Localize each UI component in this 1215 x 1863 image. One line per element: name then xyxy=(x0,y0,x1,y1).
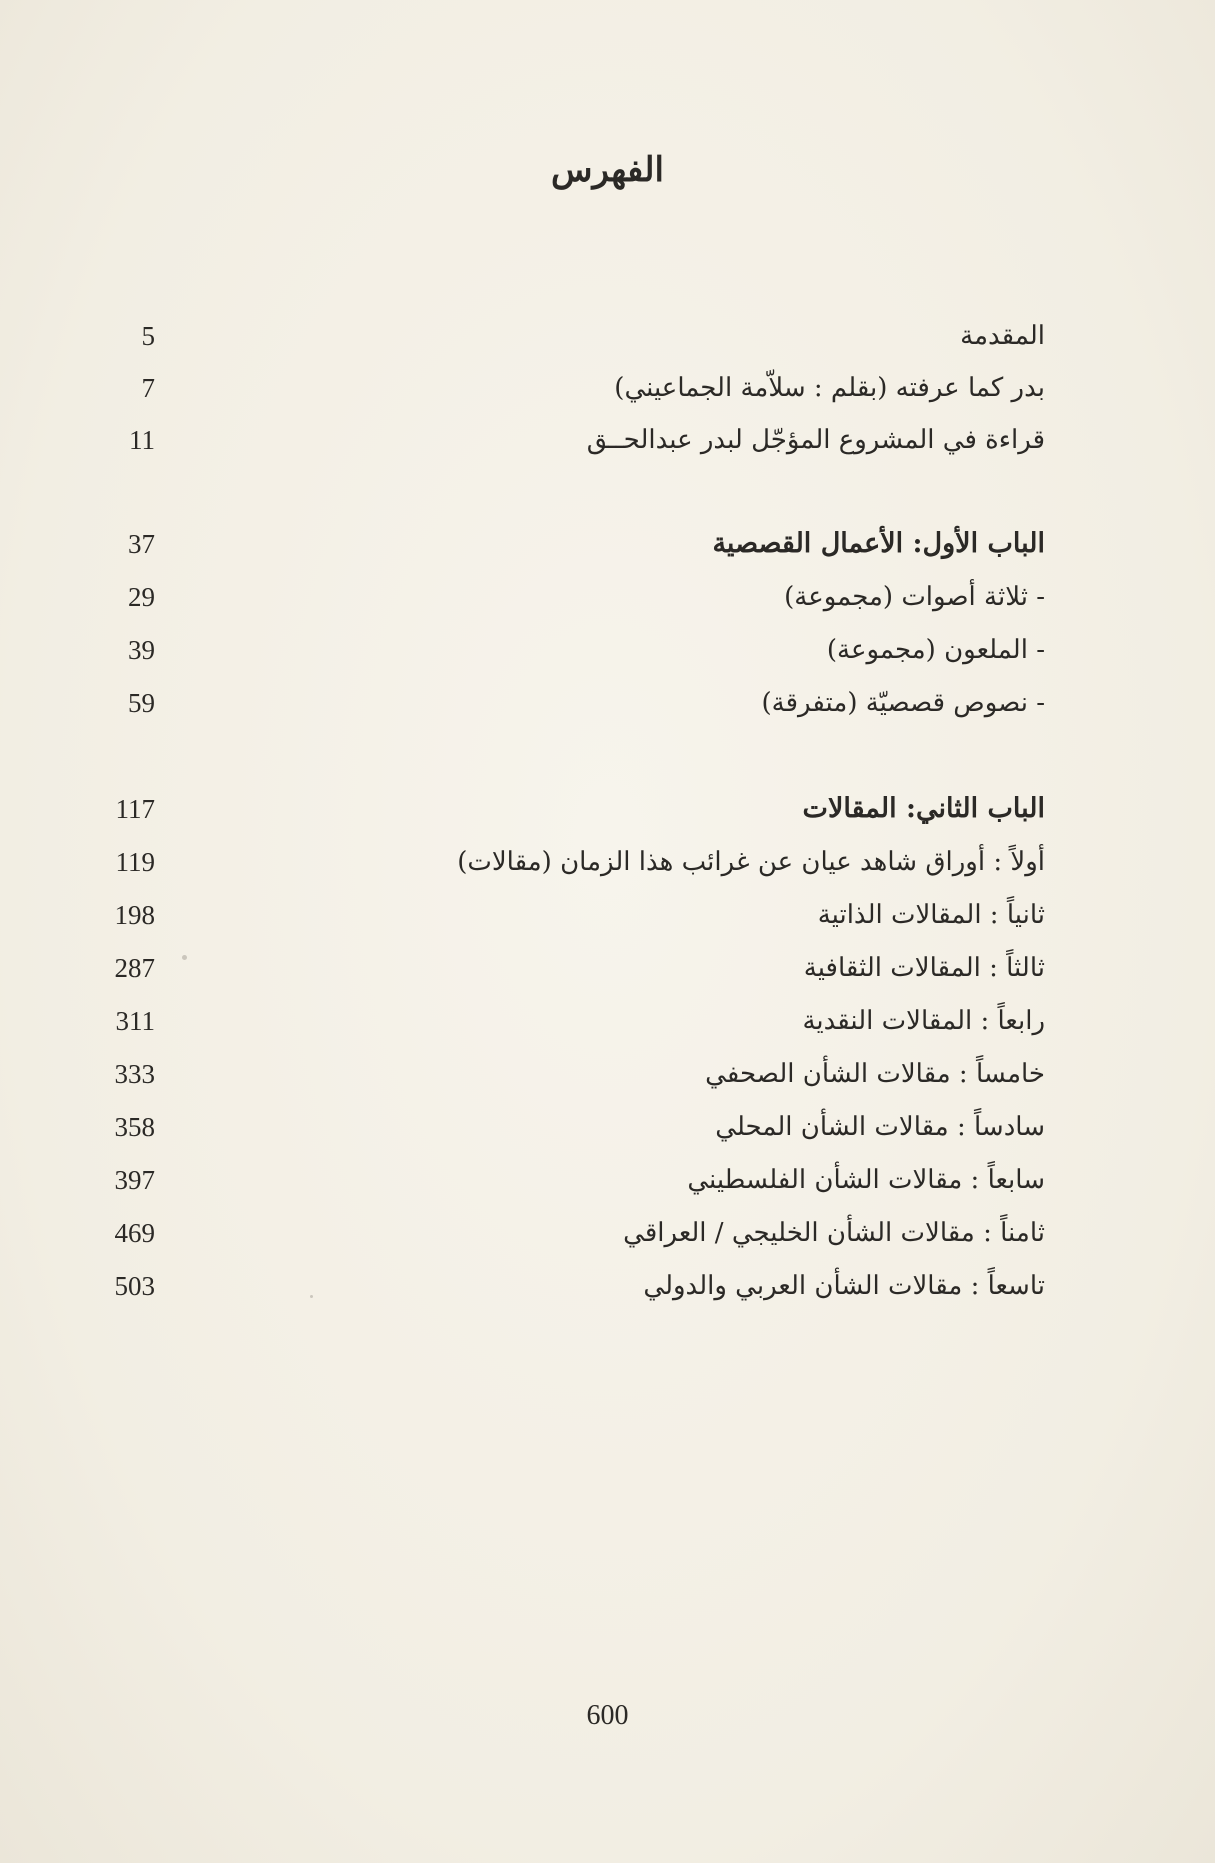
toc-entry-label: ثامناً : مقالات الشأن الخليجي / العراقي xyxy=(623,1218,1045,1248)
toc-entry-label: بدر كما عرفته (بقلم : سلاّمة الجماعيني) xyxy=(614,373,1045,403)
toc-page-number: 333 xyxy=(114,1059,155,1089)
toc-page-number: 119 xyxy=(115,847,155,877)
toc-page-number: 469 xyxy=(114,1218,155,1248)
toc-entry-label: سابعاً : مقالات الشأن الفلسطيني xyxy=(687,1165,1045,1195)
toc-page-number: 11 xyxy=(129,425,155,455)
toc-entry xyxy=(95,995,1095,1047)
toc-entry-label: المقدمة xyxy=(960,321,1045,351)
toc-entry xyxy=(95,836,1095,888)
toc-page-number: 358 xyxy=(114,1112,155,1142)
toc-entry-label: ثانياً : المقالات الذاتية xyxy=(817,900,1045,930)
toc-entry xyxy=(95,1101,1095,1153)
toc-entry xyxy=(95,310,1095,362)
toc-page-number: 503 xyxy=(114,1271,155,1301)
toc-entry xyxy=(95,889,1095,941)
toc-section-heading xyxy=(95,783,1095,835)
toc-page-number: 29 xyxy=(128,582,155,612)
toc-entry-label: سادساً : مقالات الشأن المحلي xyxy=(715,1112,1045,1142)
toc-entry xyxy=(95,1048,1095,1100)
toc-page-number: 39 xyxy=(128,635,155,665)
toc-page-number: 198 xyxy=(114,900,155,930)
toc-page-number: 5 xyxy=(141,321,155,351)
toc-page-number: 397 xyxy=(114,1165,155,1195)
toc-entry-label: ثالثاً : المقالات الثقافية xyxy=(803,953,1045,983)
toc-entry xyxy=(95,942,1095,994)
toc-page-number: 117 xyxy=(115,794,155,824)
toc-entry xyxy=(95,1154,1095,1206)
toc-entry-label: رابعاً : المقالات النقدية xyxy=(802,1006,1045,1036)
toc-page-number: 311 xyxy=(115,1006,155,1036)
toc-heading-label: الباب الثاني: المقالات xyxy=(802,793,1045,824)
page-title: الفهرس xyxy=(551,150,664,190)
paper-speck xyxy=(310,1295,313,1298)
toc-entry xyxy=(95,624,1095,676)
toc-entry-label: - ثلاثة أصوات (مجموعة) xyxy=(784,582,1045,612)
toc-page-number: 287 xyxy=(114,953,155,983)
toc-section-heading xyxy=(95,518,1095,570)
paper-speck xyxy=(182,955,187,960)
toc-entry-label: خامساً : مقالات الشأن الصحفي xyxy=(705,1059,1045,1089)
toc-page-number: 59 xyxy=(128,688,155,718)
toc-entry xyxy=(95,1260,1095,1312)
toc-entry-label: أولاً : أوراق شاهد عيان عن غرائب هذا الزمان (مقالات) xyxy=(457,847,1045,877)
page-number: 600 xyxy=(586,1700,629,1731)
toc-entry-label: - نصوص قصصيّة (متفرقة) xyxy=(761,688,1045,718)
toc-heading-label: الباب الأول: الأعمال القصصية xyxy=(712,528,1045,559)
toc-entry xyxy=(95,1207,1095,1259)
toc-page-number: 37 xyxy=(128,529,155,559)
toc-entry xyxy=(95,414,1095,466)
toc-entry xyxy=(95,677,1095,729)
toc-entry xyxy=(95,571,1095,623)
toc-entry-label: قراءة في المشروع المؤجّل لبدر عبدالحــق xyxy=(586,425,1045,455)
toc-entry-label: - الملعون (مجموعة) xyxy=(826,635,1045,665)
toc-page-number: 7 xyxy=(141,373,155,403)
toc-entry xyxy=(95,362,1095,414)
toc-entry-label: تاسعاً : مقالات الشأن العربي والدولي xyxy=(643,1271,1045,1301)
